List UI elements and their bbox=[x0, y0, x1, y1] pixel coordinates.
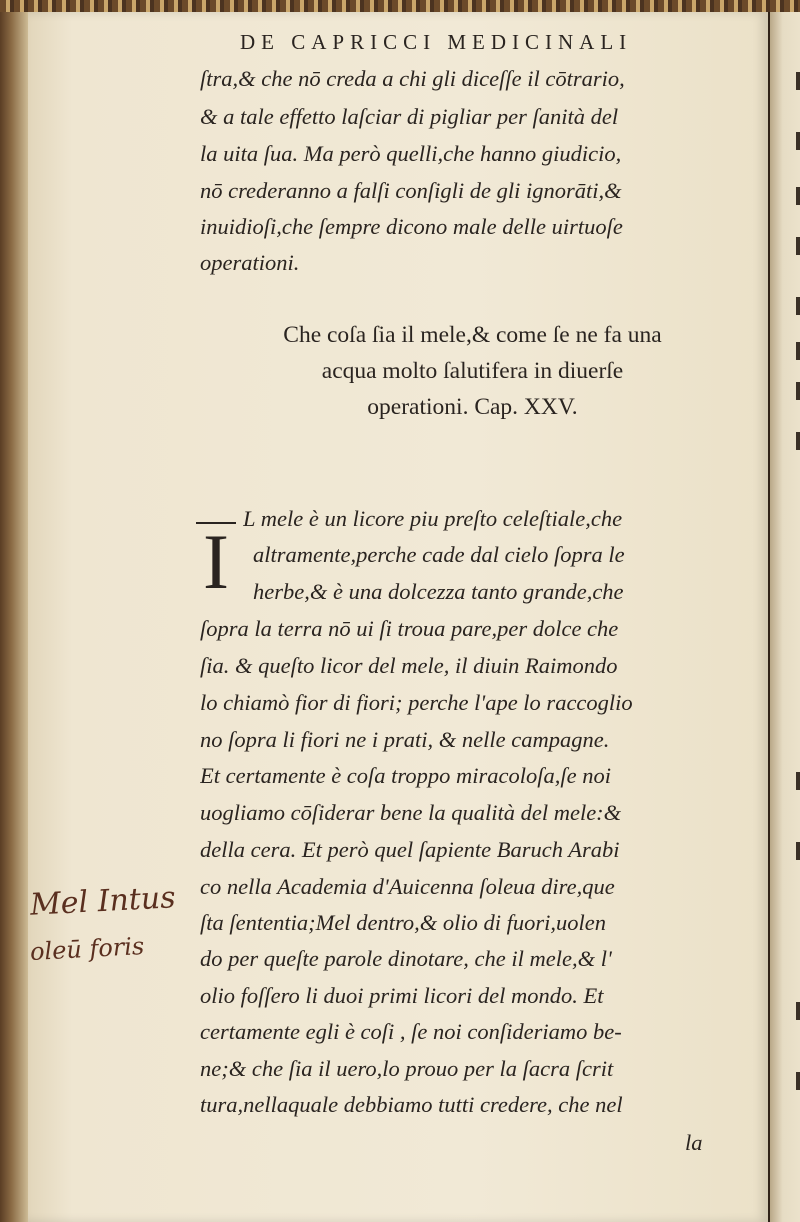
text-line: ſopra la terra nō ui ſi troua pare,per dolce che bbox=[200, 616, 619, 641]
chapter-title-line: operationi. Cap. XXV. bbox=[367, 394, 578, 420]
text-line: ſta ſententia;Mel dentro,& olio di fuori,uolen bbox=[200, 910, 606, 935]
text-line: olio foſſero li duoi primi licori del mondo. Et bbox=[200, 983, 604, 1008]
text-line: inuidioſi,che ſempre dicono male delle uirtuoſe bbox=[200, 214, 623, 239]
text-line: Et certamente è coſa troppo miracoloſa,ſe noi bbox=[200, 763, 611, 788]
text-line: certamente egli è coſi , ſe noi conſideriamo be- bbox=[200, 1019, 622, 1044]
text-line: no ſopra li fiori ne i prati, & nelle campagne. bbox=[200, 727, 610, 752]
catchword: la bbox=[685, 1130, 703, 1155]
text-line: co nella Academia d'Auicenna ſoleua dire,que bbox=[200, 874, 615, 899]
drop-initial: I bbox=[203, 518, 229, 605]
text-line: lo chiamò fior di fiori; perche l'ape lo raccoglio bbox=[200, 690, 633, 715]
text-line: nō crederanno a falſi conſigli de gli ignorāti,& bbox=[200, 178, 622, 203]
marginal-annotation: oleū foris bbox=[29, 932, 145, 966]
text-line: herbe,& è una dolcezza tanto grande,che bbox=[253, 579, 624, 604]
marginal-annotation: Mel Intus bbox=[29, 880, 177, 923]
text-line: la uita ſua. Ma però quelli,che hanno giudicio, bbox=[200, 141, 622, 166]
chapter-title-line: Che coſa ſia il mele,& come ſe ne fa una bbox=[283, 322, 662, 348]
running-head: DE CAPRICCI MEDICINALI bbox=[240, 30, 633, 54]
text-line: ne;& che ſia il uero,lo prouo per la ſacra ſcrit bbox=[200, 1056, 614, 1081]
text-line: altramente,perche cade dal cielo ſopra le bbox=[253, 542, 625, 567]
show-through-text bbox=[230, 282, 710, 306]
text-line: uogliamo cōſiderar bene la qualità del mele:& bbox=[200, 800, 622, 825]
chapter-title-line: acqua molto ſalutifera in diuerſe bbox=[321, 358, 624, 384]
text-line: ſia. & queſto licor del mele, il diuin Raimondo bbox=[200, 653, 618, 678]
text-line: della cera. Et però quel ſapiente Baruch Arabi bbox=[200, 837, 620, 862]
facing-page-edge bbox=[768, 12, 800, 1222]
left-page-edge bbox=[0, 12, 28, 1222]
text-line: do per queſte parole dinotare, che il mele,& l' bbox=[200, 946, 612, 971]
text-line: operationi. bbox=[200, 250, 300, 275]
text-line: & a tale effetto laſciar di pigliar per ſanità del bbox=[200, 104, 619, 129]
binding-edge bbox=[0, 0, 800, 12]
text-line: tura,nellaquale debbiamo tutti credere, che nel bbox=[200, 1092, 623, 1117]
text-line: ſtra,& che nō creda a chi gli diceſſe il cōtrario, bbox=[200, 66, 625, 91]
text-line: L mele è un licore piu preſto celeſtiale,che bbox=[243, 506, 623, 531]
